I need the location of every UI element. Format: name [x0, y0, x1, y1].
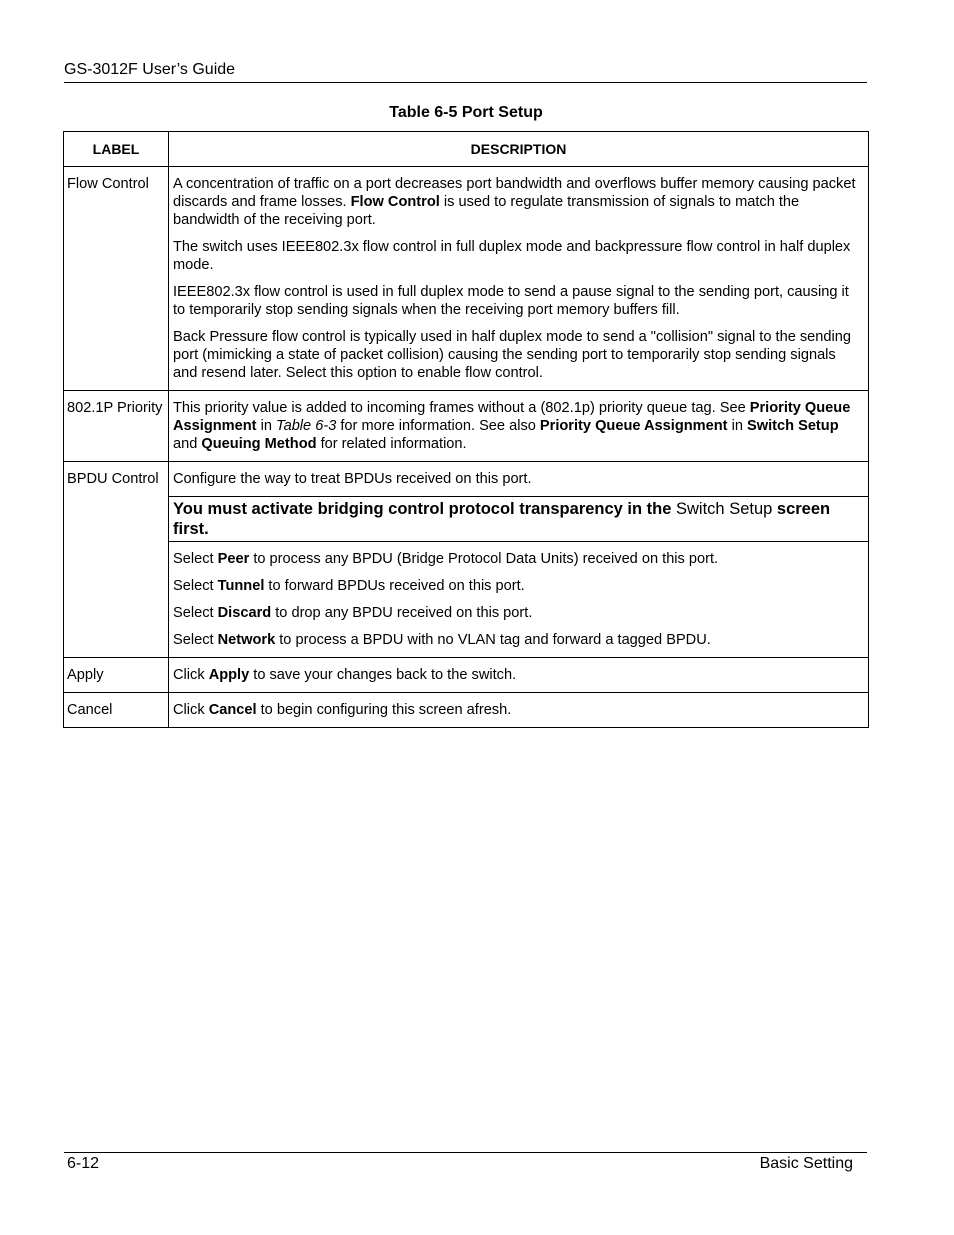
row-label-cancel: Cancel [64, 693, 169, 728]
bpdu-option-discard [173, 604, 864, 622]
table-row-cancel [64, 693, 869, 728]
row-label-flow-control: Flow Control [64, 167, 169, 391]
text-span: is used to regulate transmission of signals to match the bandwidth of the receiving port. [173, 194, 800, 228]
text-span: screen first. [173, 500, 831, 538]
text-span: to begin configuring this screen afresh. [256, 702, 512, 718]
bpdu-intro-text: Configure the way to treat BPDUs received on this port. [169, 462, 869, 497]
header-divider [64, 82, 867, 83]
bold-term: Cancel [208, 702, 257, 718]
row-description-apply [169, 658, 869, 693]
table-caption: Table 6-5 Port Setup [389, 104, 543, 121]
table-row-bpdu-intro [64, 462, 869, 497]
footer-divider [64, 1152, 867, 1153]
row-label-bpdu-control: BPDU Control [64, 462, 169, 658]
bpdu-option-peer [173, 550, 864, 568]
text-span: and [173, 436, 202, 452]
text-span: You must activate bridging control protocol transparency in the [173, 500, 677, 518]
text-span: for more information. See also [336, 418, 540, 434]
text-span: Click [173, 667, 209, 683]
bold-term: Network [217, 632, 276, 648]
bold-term: Queuing Method [201, 436, 317, 452]
priority-paragraph [173, 399, 864, 453]
note-reference: Switch Setup [676, 500, 773, 518]
italic-reference: Table 6-3 [276, 418, 337, 434]
text-span: Click [173, 702, 209, 718]
bpdu-options [169, 542, 869, 658]
flow-control-paragraph-4: Back Pressure flow control is typically used in half duplex mode to send a "collision" signal to the sending port (mimicking a state of packet collision) causing the sending port to temporarily stop sending signals and resend later. Select this option to enable flow control. [173, 329, 851, 381]
text-span: Select [173, 578, 218, 594]
text-span: to process a BPDU with no VLAN tag and forward a tagged BPDU. [275, 632, 711, 648]
bold-term: Discard [217, 605, 272, 621]
row-label-apply: Apply [64, 658, 169, 693]
table-header-row [64, 132, 869, 167]
bold-term: Peer [217, 551, 250, 567]
port-setup-table [63, 131, 869, 728]
text-span: in [727, 418, 747, 434]
flow-control-paragraph-3: IEEE802.3x flow control is used in full duplex mode to send a pause signal to the sending port, causing it to temporarily stop sending signals when the receiving port memory buffers fill. [173, 284, 849, 318]
row-description-priority [169, 391, 869, 462]
bold-term: Flow Control [350, 194, 440, 210]
text-span: Select [173, 605, 218, 621]
text-span: Select [173, 551, 218, 567]
table-row-flow-control [64, 167, 869, 391]
column-header-description: DESCRIPTION [169, 132, 869, 167]
bold-term: Tunnel [217, 578, 265, 594]
flow-control-paragraph-1 [173, 175, 864, 229]
table-row-bpdu-options [64, 542, 869, 658]
column-header-label: LABEL [64, 132, 169, 167]
text-span: This priority value is added to incoming frames without a (802.1p) priority queue tag. See [173, 400, 750, 416]
text-span: Select [173, 632, 218, 648]
bpdu-option-tunnel [173, 577, 864, 595]
bold-term: Priority Queue Assignment [539, 418, 728, 434]
bold-term: Priority Queue Assignment [173, 400, 851, 434]
footer-section-name: Basic Setting [759, 1155, 853, 1172]
row-description-flow-control [169, 167, 869, 391]
flow-control-paragraph-2: The switch uses IEEE802.3x flow control in full duplex mode and backpressure flow control in half duplex mode. [173, 239, 851, 273]
bold-term: Apply [208, 667, 250, 683]
table-row-priority [64, 391, 869, 462]
text-span: to drop any BPDU received on this port. [271, 605, 533, 621]
bold-term: Switch Setup [747, 418, 839, 434]
text-span: for related information. [316, 436, 467, 452]
page-number: 6-12 [67, 1155, 100, 1172]
text-span: in [256, 418, 276, 434]
text-span: to forward BPDUs received on this port. [264, 578, 525, 594]
table-row-bpdu-note [64, 497, 869, 542]
bpdu-note [169, 497, 869, 542]
text-span: to save your changes back to the switch. [249, 667, 517, 683]
table-row-apply [64, 658, 869, 693]
page-header-title: GS-3012F User’s Guide [64, 61, 236, 78]
bpdu-option-network [173, 631, 864, 649]
row-label-priority: 802.1P Priority [64, 391, 169, 462]
text-span: to process any BPDU (Bridge Protocol Data Units) received on this port. [249, 551, 719, 567]
text-span: A concentration of traffic on a port decreases port bandwidth and overflows buffer memory causing packet discards and frame losses. [173, 176, 856, 210]
row-description-cancel [169, 693, 869, 728]
